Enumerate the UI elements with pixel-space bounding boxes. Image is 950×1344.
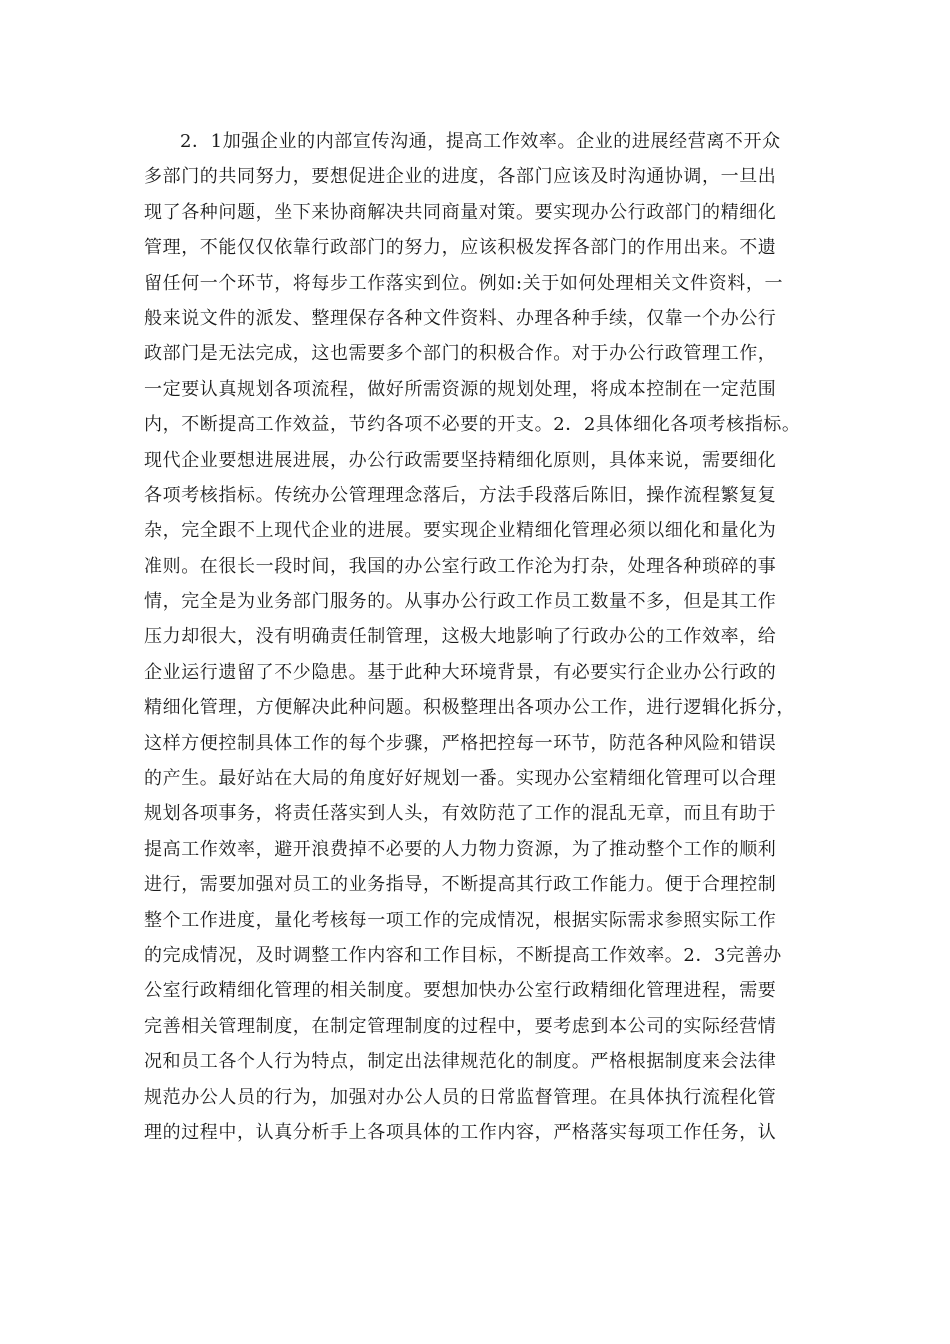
body-text [144, 124, 824, 1150]
text-line: 管理，不能仅仅依靠行政部门的努力，应该积极发挥各部门的作用出来。不遗 [144, 237, 777, 259]
text-line: 规范办公人员的行为，加强对办公人员的日常监督管理。在具体执行流程化管 [144, 1086, 777, 1108]
text-line: 的产生。最好站在大局的角度好好规划一番。实现办公室精细化管理可以合理 [144, 768, 777, 790]
text-line: 这样方便控制具体工作的每个步骤，严格把控每一环节，防范各种风险和错误 [144, 732, 777, 754]
text-line: 的完成情况，及时调整工作内容和工作目标，不断提高工作效率。2．3完善办 [144, 944, 782, 966]
text-line: 整个工作进度，量化考核每一项工作的完成情况，根据实际需求参照实际工作 [144, 909, 777, 931]
text-line: 精细化管理，方便解决此种问题。积极整理出各项办公工作，进行逻辑化拆分， [144, 697, 795, 719]
text-line: 情，完全是为业务部门服务的。从事办公行政工作员工数量不多，但是其工作 [144, 591, 777, 613]
text-line: 完善相关管理制度，在制定管理制度的过程中，要考虑到本公司的实际经营情 [144, 1015, 777, 1037]
text-line: 多部门的共同努力，要想促进企业的进度，各部门应该及时沟通协调，一旦出 [144, 166, 777, 188]
text-line: 企业运行遗留了不少隐患。基于此种大环境背景，有必要实行企业办公行政的 [144, 661, 777, 683]
text-line: 政部门是无法完成，这也需要多个部门的积极合作。对于办公行政管理工作， [144, 343, 777, 365]
text-line: 留任何一个环节，将每步工作落实到位。例如:关于如何处理相关文件资料，一 [144, 272, 784, 294]
text-line: 内，不断提高工作效益，节约各项不必要的开支。2．2具体细化各项考核指标。 [144, 414, 801, 436]
text-line: 准则。在很长一段时间，我国的办公室行政工作沦为打杂，处理各种琐碎的事 [144, 555, 777, 577]
text-line: 公室行政精细化管理的相关制度。要想加快办公室行政精细化管理进程，需要 [144, 980, 777, 1002]
text-line: 一定要认真规划各项流程，做好所需资源的规划处理，将成本控制在一定范围 [144, 378, 777, 400]
text-line: 杂，完全跟不上现代企业的进展。要实现企业精细化管理必须以细化和量化为 [144, 520, 777, 542]
text-line: 理的过程中，认真分析手上各项具体的工作内容，严格落实每项工作任务，认 [144, 1121, 777, 1143]
text-line: 各项考核指标。传统办公管理理念落后，方法手段落后陈旧，操作流程繁复复 [144, 484, 777, 506]
text-line: 压力却很大，没有明确责任制管理，这极大地影响了行政办公的工作效率，给 [144, 626, 777, 648]
text-line: 般来说文件的派发、整理保存各种文件资料、办理各种手续，仅靠一个办公行 [144, 307, 777, 329]
text-line: 提高工作效率，避开浪费掉不必要的人力物力资源，为了推动整个工作的顺利 [144, 838, 777, 860]
text-line: 进行，需要加强对员工的业务指导，不断提高其行政工作能力。便于合理控制 [144, 874, 777, 896]
text-line: 况和员工各个人行为特点，制定出法律规范化的制度。严格根据制度来会法律 [144, 1051, 777, 1073]
text-line: 规划各项事务，将责任落实到人头，有效防范了工作的混乱无章，而且有助于 [144, 803, 777, 825]
text-line: 现代企业要想进展进展，办公行政需要坚持精细化原则，具体来说，需要细化 [144, 449, 777, 471]
text-line: 2．1加强企业的内部宣传沟通，提高工作效率。企业的进展经营离不开众 [180, 131, 781, 152]
text-line: 现了各种问题，坐下来协商解决共同商量对策。要实现办公行政部门的精细化 [144, 201, 777, 223]
